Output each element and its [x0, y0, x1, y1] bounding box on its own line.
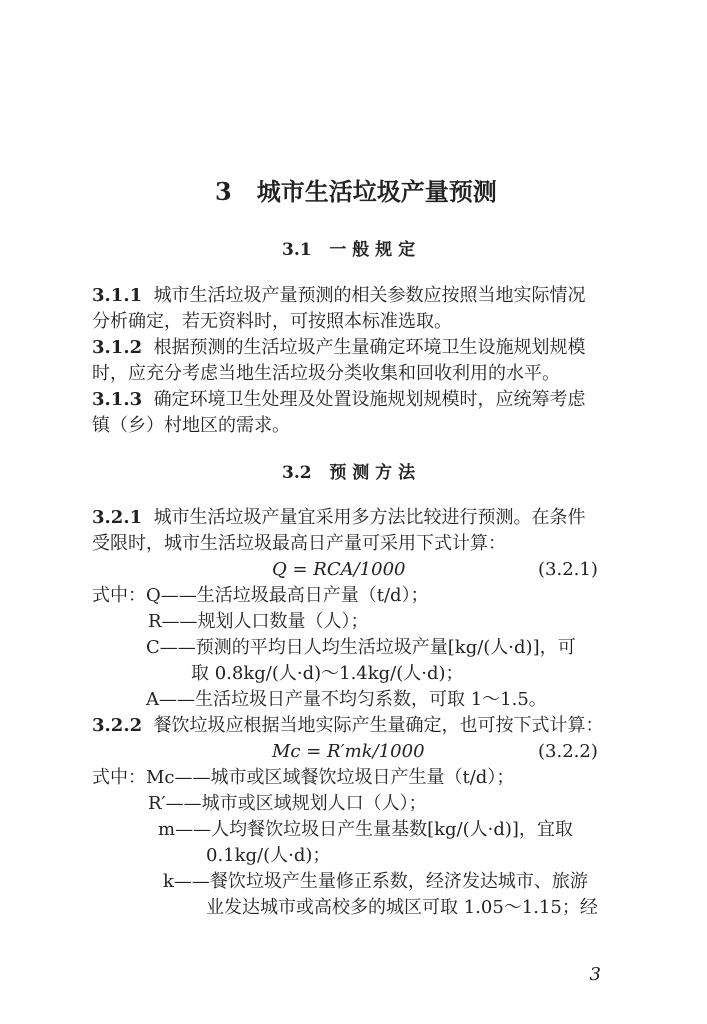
clause-text: 城市生活垃圾产量宜采用多方法比较进行预测。在条件 — [153, 507, 586, 528]
clause-3-1-2-line1 — [92, 335, 586, 361]
clause-3-2-1-line2: 受限时，城市生活垃圾最高日产量可采用下式计算： — [92, 533, 506, 554]
where-q: 式中：Q——生活垃圾最高日产量（t/d）； — [92, 585, 429, 606]
section-heading-3-2 — [282, 460, 415, 486]
where-r-prime: R′——城市或区域规划人口（人）； — [148, 793, 427, 814]
where-r: R——规划人口数量（人）； — [148, 611, 369, 632]
section-number: 3.2 — [282, 463, 312, 483]
clause-number: 3.1.3 — [92, 389, 143, 410]
formula-3-2-1: Q = RCA/1000 — [272, 559, 406, 580]
chapter-number: 3 — [215, 177, 232, 206]
clause-text: 确定环境卫生处理及处置设施规划规模时，应统筹考虑 — [153, 389, 586, 410]
clause-3-1-2-line2: 时，应充分考虑当地生活垃圾分类收集和回收利用的水平。 — [92, 363, 560, 384]
section-title: 预 测 方 法 — [329, 463, 416, 483]
where-k: k——餐饮垃圾产生量修正系数，经济发达城市、旅游 — [163, 871, 588, 892]
where-a: A——生活垃圾日产量不均匀系数，可取 1～1.5。 — [146, 689, 547, 710]
clause-number: 3.1.1 — [92, 285, 143, 306]
clause-number: 3.2.2 — [92, 715, 143, 736]
section-heading-3-1 — [282, 237, 415, 263]
clause-3-1-3-line2: 镇（乡）村地区的需求。 — [92, 415, 290, 436]
page-number: 3 — [589, 964, 601, 985]
clause-3-2-1-line1 — [92, 505, 586, 531]
chapter-heading — [215, 176, 497, 208]
where-mc: 式中：Mc——城市或区域餐饮垃圾日产生量（t/d）； — [92, 767, 515, 788]
clause-3-1-3-line1 — [92, 387, 586, 413]
where-c: C——预测的平均日人均生活垃圾产量[kg/(人·d)]，可 — [146, 637, 576, 658]
clause-number: 3.2.1 — [92, 507, 143, 528]
clause-3-2-2-line1 — [92, 713, 604, 739]
chapter-title: 城市生活垃圾产量预测 — [256, 177, 497, 206]
where-m: m——人均餐饮垃圾日产生量基数[kg/(人·d)]，宜取 — [158, 819, 573, 840]
where-k-cont: 业发达城市或高校多的城区可取 1.05～1.15；经 — [206, 897, 598, 918]
formula-number-3-2-1: (3.2.1) — [538, 559, 598, 580]
clause-3-1-1-line2: 分析确定，若无资料时，可按照本标准选取。 — [92, 311, 452, 332]
where-m-cont: 0.1kg/(人·d)； — [206, 845, 331, 866]
clause-text: 城市生活垃圾产量预测的相关参数应按照当地实际情况 — [153, 285, 586, 306]
clause-number: 3.1.2 — [92, 337, 143, 358]
clause-text: 餐饮垃圾应根据当地实际产生量确定，也可按下式计算： — [153, 715, 604, 736]
formula-3-2-2: Mc = R′mk/1000 — [272, 741, 425, 762]
section-number: 3.1 — [282, 240, 312, 260]
clause-3-1-1-line1 — [92, 283, 586, 309]
section-title: 一 般 规 定 — [329, 240, 416, 260]
clause-text: 根据预测的生活垃圾产生量确定环境卫生设施规划规模 — [153, 337, 586, 358]
where-c-cont: 取 0.8kg/(人·d)～1.4kg/(人·d)； — [191, 663, 464, 684]
formula-number-3-2-2: (3.2.2) — [538, 741, 598, 762]
